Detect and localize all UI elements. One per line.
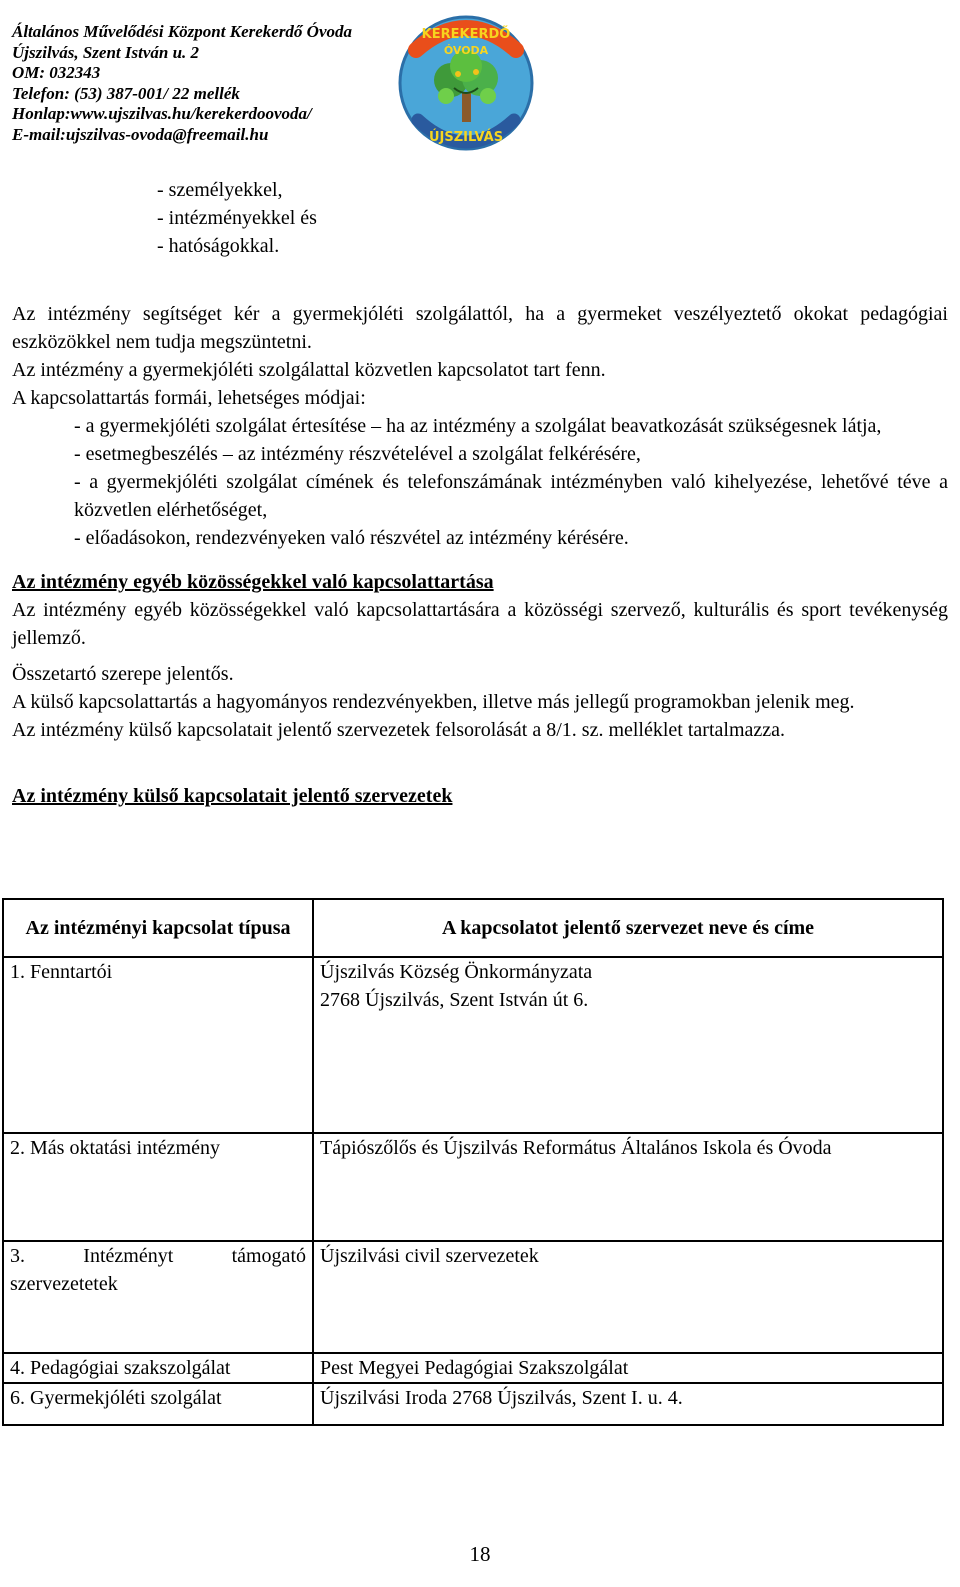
type-cell: 3. Intézményt támogató szervezetetek [3, 1241, 313, 1353]
document-body [12, 176, 948, 810]
kindergarten-logo-icon [396, 8, 536, 158]
svg-text:ÚJSZILVÁS: ÚJSZILVÁS [428, 130, 504, 145]
svg-text:KEREKERDŐ: KEREKERDŐ [421, 27, 511, 42]
header-address: Újszilvás, Szent István u. 2 [12, 42, 200, 62]
organization-address: 2768 Újszilvás, Szent István út 6. [320, 989, 589, 1011]
table-row [3, 1133, 943, 1241]
table-header-row [3, 899, 943, 957]
organization-cell: Tápiószőlős és Újszilvás Református Általános Iskola és Óvoda [313, 1133, 943, 1241]
list-item: - előadásokon, rendezvényeken való részvétel az intézmény kérésére. [74, 527, 629, 549]
header-website: Honlap:www.ujszilvas.hu/kerekerdoovoda/ [12, 104, 312, 124]
organizations-table [2, 898, 944, 1426]
list-item: - intézményekkel és [157, 207, 317, 229]
table-heading: Az intézmény külső kapcsolatait jelentő szervezetek [12, 785, 453, 807]
header-email: E-mail:ujszilvas-ovoda@freemail.hu [12, 124, 269, 144]
paragraph: Az intézmény külső kapcsolatait jelentő szervezetek felsorolását a 8/1. sz. melléklet tartalmazza. [12, 719, 786, 741]
type-cell: 6. Gyermekjóléti szolgálat [3, 1383, 313, 1425]
organization-cell: Pest Megyei Pedagógiai Szakszolgálat [313, 1353, 943, 1383]
list-item: - a gyermekjóléti szolgálat értesítése – ha az intézmény a szolgálat beavatkozását szükségesnek látja, [74, 415, 882, 437]
organization-cell: Újszilvási Iroda 2768 Újszilvás, Szent I. u. 4. [313, 1383, 943, 1425]
section-heading: Az intézmény egyéb közösségekkel való kapcsolattartása [12, 571, 494, 593]
paragraph: Az intézmény segítséget kér a gyermekjóléti szolgálattól, ha a gyermeket veszélyeztető okokat pedagógiai eszközökkel nem tudja megszüntetni. [12, 303, 948, 353]
list-item: - a gyermekjóléti szolgálat címének és telefonszámának intézményben való kihelyezése, lehetővé téve a közvetlen elérhetőséget, [74, 471, 948, 521]
table-row [3, 1383, 943, 1425]
header-phone: Telefon: (53) 387-001/ 22 mellék [12, 83, 240, 103]
organization-cell: Újszilvási civil szervezetek [313, 1241, 943, 1353]
organization-name: Újszilvás Község Önkormányzata [320, 961, 593, 983]
type-cell: 4. Pedagógiai szakszolgálat [3, 1353, 313, 1383]
table-row [3, 1353, 943, 1383]
list-item: - esetmegbeszélés – az intézmény részvételével a szolgálat felkérésére, [74, 443, 641, 465]
page-number: 18 [469, 1542, 491, 1566]
table-row [3, 1241, 943, 1353]
paragraph: Összetartó szerepe jelentős. [12, 663, 234, 685]
column-header-type: Az intézményi kapcsolat típusa [3, 899, 313, 957]
paragraph: A külső kapcsolattartás a hagyományos rendezvényekben, illetve más jellegű programokban jelenik meg. [12, 691, 855, 713]
type-cell: 1. Fenntartói [3, 957, 313, 1133]
list-item: - hatóságokkal. [157, 235, 280, 257]
svg-text:ÓVODA: ÓVODA [443, 44, 489, 57]
paragraph: Az intézmény a gyermekjóléti szolgálattal közvetlen kapcsolatot tart fenn. [12, 359, 606, 381]
column-header-organization: A kapcsolatot jelentő szervezet neve és címe [313, 899, 943, 957]
type-cell: 2. Más oktatási intézmény [3, 1133, 313, 1241]
table-row [3, 957, 943, 1133]
paragraph: A kapcsolattartás formái, lehetséges módjai: [12, 387, 366, 409]
organization-cell [313, 957, 943, 1133]
header-om: OM: 032343 [12, 63, 101, 83]
paragraph: Az intézmény egyéb közösségekkel való kapcsolattartására a közösségi szervező, kulturális és sport tevékenység jellemző. [12, 599, 948, 649]
contact-list [12, 176, 948, 260]
contact-forms-list [12, 412, 948, 552]
list-item: - személyekkel, [157, 179, 283, 201]
header-institution-name: Általános Művelődési Központ Kerekerdő Óvoda [12, 22, 353, 41]
header-block [12, 22, 352, 146]
